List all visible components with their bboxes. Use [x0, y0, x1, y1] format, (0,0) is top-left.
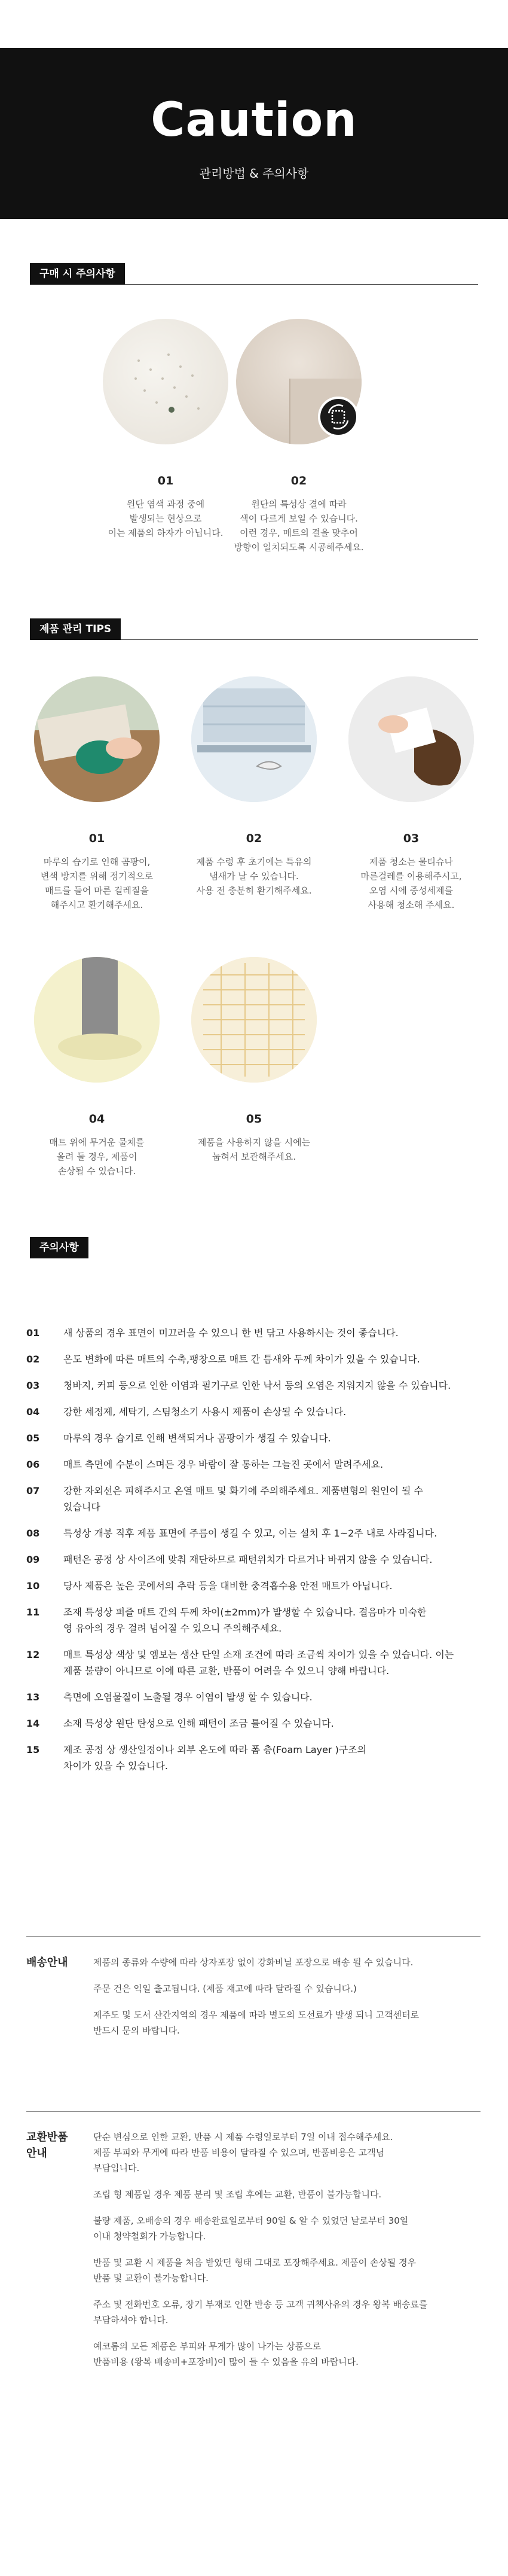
caution-item-text: 당사 제품은 높은 곳에서의 추락 등을 대비한 충격흡수용 안전 매트가 아닙니다. [63, 1580, 393, 1592]
delivery-info [26, 1955, 486, 2038]
purchase-item-1 [94, 319, 237, 540]
exchange-heading: 교환반품 안내 [26, 2131, 68, 2160]
caution-item-number: 03 [26, 1380, 40, 1391]
caution-item-number: 09 [26, 1554, 40, 1565]
caution-item-text: 매트 측면에 수분이 스며든 경우 바람이 잘 통하는 그늘진 곳에서 말려주세요. [63, 1459, 384, 1470]
mopping-photo [34, 676, 160, 802]
exchange-paragraph: 주소 및 전화번호 오류, 장기 부재로 인한 반송 등 고객 귀책사유의 경우 왕복 배송료를 부담하셔야 합니다. [93, 2299, 428, 2325]
tips-item-2 [182, 676, 326, 898]
caution-item-number: 02 [26, 1353, 40, 1365]
caution-item-text: 강한 세정제, 세탁기, 스팀청소기 사용시 제품이 손상될 수 있습니다. [63, 1406, 347, 1417]
purchase-item-2-caption: 원단의 특성상 결에 따라 색이 다르게 보일 수 있습니다. 이런 경우, 매트의 결을 맞추어 방향이 일치되도록 시공해주세요. [234, 499, 364, 553]
ventilation-image [191, 676, 317, 802]
tips-item-3-caption: 제품 청소는 물티슈나 마른걸레를 이용해주시고, 오염 시에 중성세제를 사용해 청소해 주세요. [360, 856, 462, 910]
storage-photo [191, 957, 317, 1083]
delivery-paragraph: 주문 건은 익일 출고됩니다. (제품 재고에 따라 달라질 수 있습니다.) [93, 1983, 357, 1994]
tips-item-1 [25, 676, 169, 912]
caution-item-number: 06 [26, 1459, 40, 1470]
purchase-item-2 [227, 319, 371, 554]
tips-item-5-caption: 제품을 사용하지 않을 시에는 눕혀서 보관해주세요. [197, 1137, 311, 1162]
tips-item-3 [339, 676, 483, 912]
tips-item-1-number: 01 [88, 832, 105, 845]
purchase-item-1-number: 01 [157, 474, 174, 487]
caution-item-number: 14 [26, 1718, 40, 1729]
tips-item-3-number: 03 [403, 832, 420, 845]
caution-item [26, 1525, 486, 1541]
divider [26, 1936, 481, 1937]
tips-section-label: 제품 관리 TIPS [30, 618, 121, 640]
ventilation-photo [191, 676, 317, 802]
exchange-paragraph: 반품 및 교환 시 제품을 처음 받았던 형태 그대로 포장해주세요. 제품이 손상될 경우 반품 및 교환이 불가능합니다. [93, 2257, 417, 2284]
tips-item-5-number: 05 [246, 1112, 262, 1126]
caution-item [26, 1578, 486, 1594]
caution-item-text: 새 상품의 경우 표면이 미끄러울 수 있으니 한 번 닦고 사용하시는 것이 좋습니다. [63, 1327, 399, 1339]
rotate-icon [318, 397, 359, 437]
tips-item-4 [25, 957, 169, 1178]
purchase-section-bar [30, 263, 478, 285]
caution-item [26, 1351, 486, 1367]
caution-item [26, 1604, 486, 1636]
tips-item-2-number: 02 [246, 832, 262, 845]
caution-header [0, 48, 508, 219]
caution-item [26, 1689, 486, 1705]
delivery-paragraph: 제품의 종류와 수량에 따라 상자포장 없이 강화비닐 포장으로 배송 될 수 있습니다. [93, 1957, 414, 1968]
caution-item-number: 08 [26, 1528, 40, 1539]
fabric-dye-image [103, 319, 228, 444]
caution-item-number: 10 [26, 1580, 40, 1592]
purchase-section-label: 구매 시 주의사항 [30, 263, 125, 285]
caution-item [26, 1430, 486, 1446]
delivery-body [93, 1955, 419, 2038]
tips-item-4-number: 04 [88, 1112, 105, 1126]
caution-item [26, 1742, 486, 1774]
caution-item [26, 1456, 486, 1473]
heavy-object-photo [34, 957, 160, 1083]
caution-item-number: 11 [26, 1606, 40, 1618]
exchange-paragraph: 불량 제품, 오배송의 경우 배송완료일로부터 90일 & 알 수 있었던 날로부터 30일 이내 청약철회가 가능합니다. [93, 2215, 409, 2242]
divider [26, 2111, 481, 2112]
fabric-dye-photo [103, 319, 228, 444]
heavy-object-image [34, 957, 160, 1083]
caution-item-number: 01 [26, 1327, 40, 1339]
caution-item-text: 온도 변화에 따른 매트의 수축,팽창으로 매트 간 틈새와 두께 차이가 있을 수 있습니다. [63, 1353, 420, 1365]
caution-item [26, 1377, 486, 1394]
caution-item-number: 05 [26, 1432, 40, 1444]
caution-item-number: 13 [26, 1691, 40, 1703]
tips-item-4-caption: 매트 위에 무거운 물체를 올려 둘 경우, 제품이 손상될 수 있습니다. [49, 1137, 145, 1176]
caution-item-number: 07 [26, 1485, 40, 1496]
page-subtitle: 관리방법 & 주의사항 [199, 166, 309, 181]
mopping-image [34, 676, 160, 802]
caution-item-number: 12 [26, 1649, 40, 1660]
tips-item-1-caption: 마루의 습기로 인해 곰팡이, 변색 방지를 위해 정기적으로 매트를 들어 마른 걸레질을 해주시고 환기해주세요. [40, 856, 154, 910]
exchange-info [26, 2129, 486, 2370]
caution-item [26, 1325, 486, 1341]
exchange-paragraph: 단순 변심으로 인한 교환, 반품 시 제품 수령일로부터 7일 이내 접수해주세요. 제품 부피와 무게에 따라 반품 비용이 달라질 수 있으며, 반품비용은 고객님 부담입니다. [93, 2132, 393, 2173]
exchange-paragraph: 조립 형 제품일 경우 제품 분리 및 조립 후에는 교환, 반품이 불가능합니다. [93, 2189, 382, 2200]
delivery-paragraph: 제주도 및 도서 산간지역의 경우 제품에 따라 별도의 도선료가 발생 되니 고객센터로 반드시 문의 바랍니다. [93, 2010, 420, 2036]
page-title: Caution [151, 93, 357, 147]
caution-item-text: 특성상 개봉 직후 제품 표면에 주름이 생길 수 있고, 이는 설치 후 1~2주 내로 사라집니다. [63, 1528, 437, 1539]
caution-item [26, 1647, 486, 1679]
cleaning-photo [348, 676, 474, 802]
exchange-body [93, 2129, 427, 2370]
cleaning-image [348, 676, 474, 802]
caution-item [26, 1483, 486, 1515]
caution-item-text: 강한 자외선은 피해주시고 온열 매트 및 화기에 주의해주세요. 제품변형의 원인이 될 수 있습니다 [63, 1485, 423, 1513]
storage-image [191, 957, 317, 1083]
caution-item-number: 04 [26, 1406, 40, 1417]
caution-item [26, 1715, 486, 1731]
tips-item-2-caption: 제품 수령 후 초기에는 특유의 냄새가 날 수 있습니다. 사용 전 충분히 환기해주세요. [196, 856, 312, 896]
caution-item [26, 1404, 486, 1420]
caution-item-text: 조재 특성상 퍼즐 매트 간의 두께 차이(±2mm)가 발생할 수 있습니다. 결음마가 미숙한 영 유아의 경우 걸려 넘어질 수 있으니 주의해주세요. [63, 1606, 427, 1634]
delivery-heading: 배송안내 [26, 1956, 68, 1969]
caution-item-text: 패턴은 공정 상 사이즈에 맞춰 재단하므로 패턴위치가 다르거나 바뀌지 않을 수 있습니다. [63, 1554, 433, 1565]
purchase-item-2-number: 02 [290, 474, 307, 487]
caution-item-text: 마루의 경우 습기로 인해 변색되거나 곰팡이가 생길 수 있습니다. [63, 1432, 331, 1444]
caution-section-label: 주의사항 [30, 1237, 88, 1258]
exchange-paragraph: 예코롬의 모든 제품은 부피와 무게가 많이 나가는 상품으로 반품비용 (왕복 배송비+포장비)이 많이 들 수 있음을 유의 바랍니다. [93, 2341, 359, 2367]
tips-section-bar [30, 618, 478, 640]
tips-item-5 [182, 957, 326, 1164]
caution-item-text: 매트 특성상 색상 및 엠보는 생산 단일 소재 조건에 따라 조금씩 차이가 있을 수 있습니다. 이는 제품 불량이 아니므로 이에 따른 교환, 반품이 어려울 수 있으니 양해 바랍니다. [63, 1649, 454, 1676]
caution-item-text: 소재 특성상 원단 탄성으로 인해 패턴이 조금 틀어질 수 있습니다. [63, 1718, 334, 1729]
caution-section-bar [30, 1237, 478, 1258]
caution-item-text: 청바지, 커피 등으로 인한 이염과 필기구로 인한 낙서 등의 오염은 지워지지 않을 수 있습니다. [63, 1380, 451, 1391]
caution-list [26, 1325, 486, 1774]
purchase-item-1-caption: 원단 염색 과정 중에 발생되는 현상으로 이는 제품의 하자가 아닙니다. [108, 499, 224, 538]
caution-item-text: 측면에 오염물질이 노출될 경우 이염이 발생 할 수 있습니다. [63, 1691, 313, 1703]
caution-item-text: 제조 공정 상 생산일정이나 외부 온도에 따라 폼 층(Foam Layer )구조의 차이가 있을 수 있습니다. [63, 1744, 367, 1772]
caution-item-number: 15 [26, 1744, 40, 1755]
caution-item [26, 1551, 486, 1568]
